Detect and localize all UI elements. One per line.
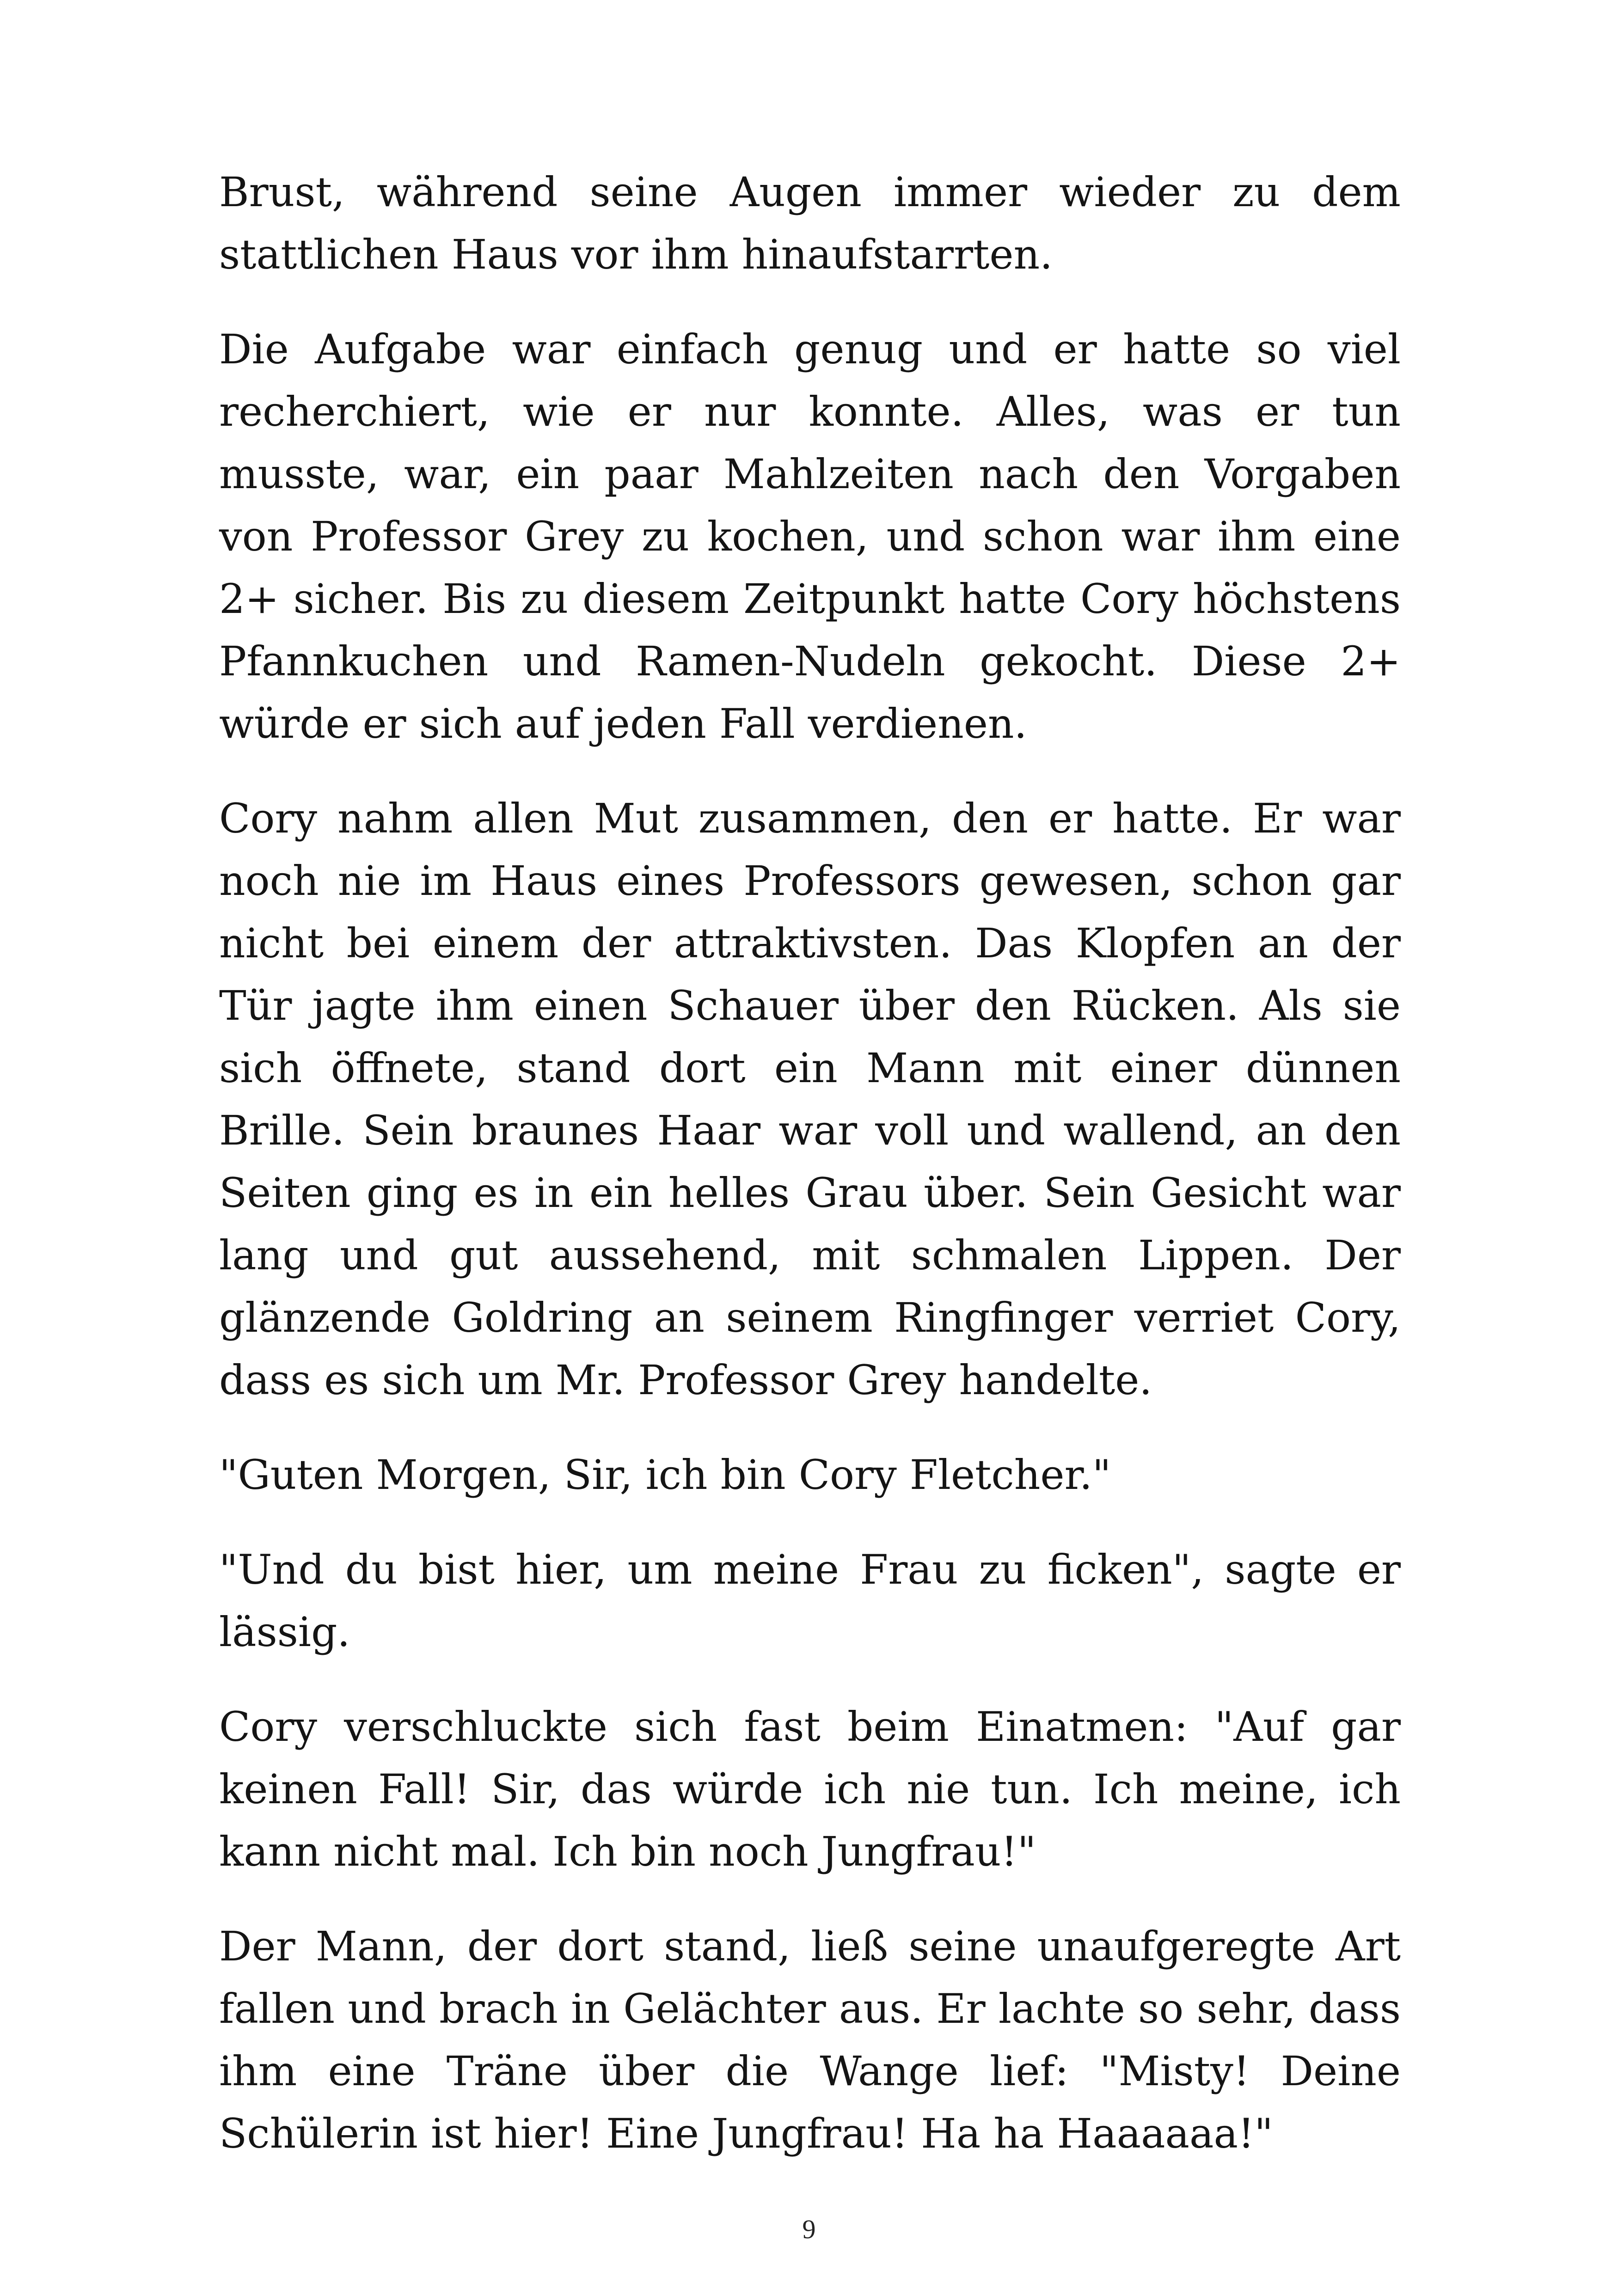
paragraph: Cory nahm allen Mut zusammen, den er hatte. Er war noch nie im Haus eines Professors gewesen, schon gar nicht bei einem der attraktivsten. Das Klopfen an der Tür jagte ihm einen Schauer über den Rücken. Als sie sich öffnete, stand dort ein Mann mit einer dünnen Brille. Sein braunes Haar war voll und wallend, an den Seiten ging es in ein helles Grau über. Sein Gesicht war lang und gut aussehend, mit schmalen Lippen. Der glänzende Goldring an seinem Ringfinger verriet Cory, dass es sich um Mr. Professor Grey handelte. <box>219 795 1401 1404</box>
paragraph: Der Mann, der dort stand, ließ seine unaufgeregte Art fallen und brach in Gelächter aus. Er lachte so sehr, dass ihm eine Träne über die Wange lief: "Misty! Deine Schülerin ist hier! Eine Jungfrau! Ha ha Haaaaaa!" <box>219 1923 1401 2157</box>
page-number: 9 <box>802 2214 816 2244</box>
paragraph: Die Aufgabe war einfach genug und er hatte so viel recherchiert, wie er nur konnte. Alles, was er tun musste, war, ein paar Mahlzeiten nach den Vorgaben von Professor Grey zu kochen, und schon war ihm eine 2+ sicher. Bis zu diesem Zeitpunkt hatte Cory höchstens Pfannkuchen und Ramen-Nudeln gekocht. Diese 2+ würde er sich auf jeden Fall verdienen. <box>219 325 1401 747</box>
text-column <box>219 161 1401 2165</box>
paragraph: "Und du bist hier, um meine Frau zu ficken", sagte er lässig. <box>219 1546 1401 1656</box>
paragraph: "Guten Morgen, Sir, ich bin Cory Fletcher." <box>219 1451 1111 1499</box>
paragraph: Brust, während seine Augen immer wieder zu dem stattlichen Haus vor ihm hinaufstarrten. <box>219 168 1401 278</box>
paragraph: Cory verschluckte sich fast beim Einatmen: "Auf gar keinen Fall! Sir, das würde ich nie tun. Ich meine, ich kann nicht mal. Ich bin noch Jungfrau!" <box>219 1703 1401 1875</box>
